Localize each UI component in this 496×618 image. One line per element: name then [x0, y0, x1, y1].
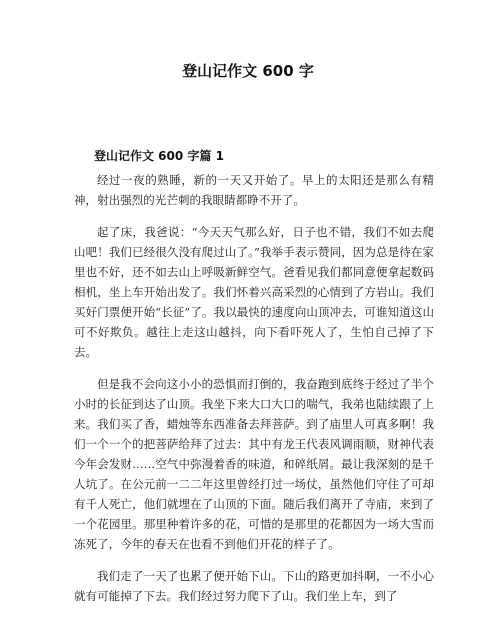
- paragraph-4: 我们走了一天了也累了便开始下山。下山的路更加抖啊，一不小心就有可能掉了下去。我们经过努力爬下了山。我们坐上车，到了: [74, 569, 434, 603]
- essay-body: [74, 170, 434, 618]
- document-title: 登山记作文 600 字: [182, 62, 314, 80]
- paragraph-3: 但是我不会向这小小的恐惧而打倒的，我奋跑到底终于经过了半个小时的长征到达了山顶。我坐下来大口大口的喘气，我弟也陆续跟了上来。我们买了香，蜡烛等东西准备去拜菩萨。到了庙里人可真多啊！我们一个一个的把菩萨给拜了过去：其中有龙王代表风调雨顺，财神代表今年会发财……空气中弥漫着香的味道，和碎纸屑。最让我深刻的是千人坑了。在公元前一二二年这里曾经打过一场仗，虽然他们守住了可却有千人死亡，他们就埋在了山顶的下面。随后我们离开了寺庙，来到了一个花园里。那里种着许多的花，可惜的是那里的花都因为一场大雪而冻死了，今年的春天在也看不到他们开花的样子了。: [74, 377, 434, 551]
- section-heading: 登山记作文 600 字篇 1: [94, 149, 224, 163]
- paragraph-2: 起了床，我爸说：“今天天气那么好，日子也不错，我们不如去爬山吧！我们已经很久没有爬过山了。”我举手表示赞同，因为总是待在家里也不好，还不如去山上呼吸新鲜空气。爸看见我们都同意便拿起数码相机，坐上车开始出发了。我们怀着兴高采烈的心情到了方岩山。我们买好门票便开始“长征”了。我以最快的速度向山顶冲去，可谁知道这山可不好欺负。越往上走这山越抖，向下看吓死人了，生怕自己掉了下去。: [74, 225, 434, 359]
- paragraph-1: 经过一夜的熟睡，新的一天又开始了。早上的太阳还是那么有精神，射出强烈的光芒刺的我眼睛都睁不开了。: [74, 173, 434, 207]
